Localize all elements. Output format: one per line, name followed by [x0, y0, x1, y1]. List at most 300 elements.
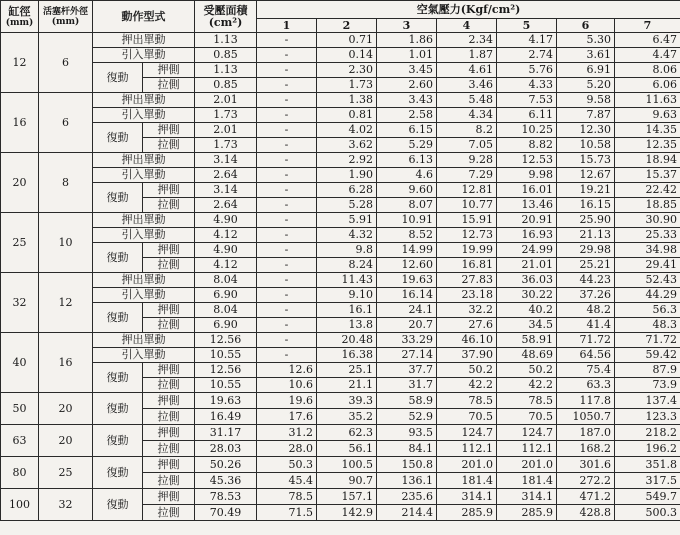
pressure-value-cell: 0.81: [317, 108, 377, 123]
pressure-value-cell: 301.6: [557, 457, 615, 473]
pressure-value-cell: 5.91: [317, 213, 377, 228]
pressure-value-cell: 4.17: [497, 33, 557, 48]
area-cell: 78.53: [195, 489, 257, 505]
pressure-value-cell: 7.87: [557, 108, 615, 123]
table-row: [1, 457, 680, 473]
area-cell: 50.26: [195, 457, 257, 473]
area-label: 受壓面積: [203, 3, 248, 17]
pressure-value-cell: 22.42: [615, 183, 680, 198]
pressure-value-cell: 1.01: [377, 48, 437, 63]
double-acting-cell: 復動: [93, 425, 143, 457]
rod-cell: 6: [39, 33, 93, 93]
action-cell: 押側: [143, 183, 195, 198]
double-acting-cell: 復動: [93, 63, 143, 93]
area-cell: 3.14: [195, 153, 257, 168]
area-cell: 2.01: [195, 123, 257, 138]
rod-cell: 6: [39, 93, 93, 153]
pressure-value-cell: -: [257, 183, 317, 198]
table-row: [1, 273, 680, 288]
bore-cell: 63: [1, 425, 39, 457]
area-cell: 2.01: [195, 93, 257, 108]
pressure-value-cell: 42.2: [437, 378, 497, 393]
pressure-value-cell: 8.52: [377, 228, 437, 243]
action-cell: 拉側: [143, 505, 195, 521]
pressure-value-cell: 18.94: [615, 153, 680, 168]
area-cell: 70.49: [195, 505, 257, 521]
table-row: [1, 183, 680, 198]
pressure-value-cell: 1.73: [317, 78, 377, 93]
pressure-value-cell: 137.4: [615, 393, 680, 409]
double-acting-cell: 復動: [93, 363, 143, 393]
double-acting-cell: 復動: [93, 393, 143, 425]
pressure-value-cell: 9.58: [557, 93, 615, 108]
action-header: 動作型式: [93, 1, 195, 33]
pressure-value-cell: 3.62: [317, 138, 377, 153]
pressure-value-cell: 59.42: [615, 348, 680, 363]
pressure-value-cell: 12.73: [437, 228, 497, 243]
pressure-value-cell: 9.28: [437, 153, 497, 168]
pressure-value-cell: 33.29: [377, 333, 437, 348]
action-cell: 押側: [143, 243, 195, 258]
pressure-value-cell: 56.3: [615, 303, 680, 318]
table-row: [1, 333, 680, 348]
pressure-value-cell: 50.2: [497, 363, 557, 378]
pressure-value-cell: 1050.7: [557, 409, 615, 425]
action-cell: 押出單動: [93, 93, 195, 108]
pressure-value-cell: 73.9: [615, 378, 680, 393]
pressure-col-header: 1: [257, 19, 317, 33]
bore-label: 缸徑: [8, 4, 31, 18]
double-acting-cell: 復動: [93, 243, 143, 273]
bore-unit: (mm): [5, 17, 34, 28]
pressure-value-cell: 8.06: [615, 63, 680, 78]
area-cell: 3.14: [195, 183, 257, 198]
pressure-value-cell: 100.5: [317, 457, 377, 473]
pressure-value-cell: 5.29: [377, 138, 437, 153]
rod-cell: 10: [39, 213, 93, 273]
pressure-value-cell: 62.3: [317, 425, 377, 441]
pressure-value-cell: 20.91: [497, 213, 557, 228]
pressure-value-cell: 124.7: [497, 425, 557, 441]
pressure-value-cell: 71.72: [615, 333, 680, 348]
pressure-value-cell: 235.6: [377, 489, 437, 505]
pressure-value-cell: -: [257, 258, 317, 273]
double-acting-cell: 復動: [93, 303, 143, 333]
pressure-value-cell: 64.56: [557, 348, 615, 363]
pressure-value-cell: 5.30: [557, 33, 615, 48]
pressure-value-cell: 112.1: [437, 441, 497, 457]
pressure-value-cell: 46.10: [437, 333, 497, 348]
action-cell: 押出單動: [93, 153, 195, 168]
pressure-value-cell: 27.6: [437, 318, 497, 333]
pressure-value-cell: 1.90: [317, 168, 377, 183]
rod-cell: 16: [39, 333, 93, 393]
pressure-value-cell: 2.34: [437, 33, 497, 48]
pressure-value-cell: 31.2: [257, 425, 317, 441]
area-cell: 0.85: [195, 48, 257, 63]
pressure-value-cell: 4.02: [317, 123, 377, 138]
action-cell: 引入單動: [93, 108, 195, 123]
area-header: [195, 1, 257, 33]
pressure-value-cell: 2.60: [377, 78, 437, 93]
bore-cell: 32: [1, 273, 39, 333]
table-row: [1, 288, 680, 303]
pressure-col-header: 6: [557, 19, 615, 33]
action-cell: 拉側: [143, 78, 195, 93]
pressure-value-cell: 84.1: [377, 441, 437, 457]
pressure-value-cell: 19.21: [557, 183, 615, 198]
rod-cell: 8: [39, 153, 93, 213]
pressure-value-cell: 16.1: [317, 303, 377, 318]
pressure-value-cell: 78.5: [497, 393, 557, 409]
pressure-value-cell: 44.23: [557, 273, 615, 288]
pressure-value-cell: 218.2: [615, 425, 680, 441]
pressure-value-cell: 13.46: [497, 198, 557, 213]
pressure-value-cell: -: [257, 108, 317, 123]
action-cell: 押出單動: [93, 333, 195, 348]
area-cell: 28.03: [195, 441, 257, 457]
pressure-value-cell: 12.35: [615, 138, 680, 153]
action-cell: 拉側: [143, 318, 195, 333]
action-cell: 押側: [143, 489, 195, 505]
action-cell: 引入單動: [93, 168, 195, 183]
area-cell: 6.90: [195, 288, 257, 303]
pressure-value-cell: 181.4: [497, 473, 557, 489]
pressure-value-cell: 4.47: [615, 48, 680, 63]
pressure-value-cell: -: [257, 48, 317, 63]
pressure-value-cell: 12.53: [497, 153, 557, 168]
pressure-value-cell: 3.61: [557, 48, 615, 63]
bore-cell: 100: [1, 489, 39, 521]
pressure-value-cell: 351.8: [615, 457, 680, 473]
pressure-value-cell: 70.5: [497, 409, 557, 425]
pressure-value-cell: 4.32: [317, 228, 377, 243]
action-cell: 押側: [143, 123, 195, 138]
pressure-col-header: 2: [317, 19, 377, 33]
pressure-value-cell: 16.38: [317, 348, 377, 363]
pressure-value-cell: 117.8: [557, 393, 615, 409]
pressure-value-cell: 48.69: [497, 348, 557, 363]
table-row: [1, 348, 680, 363]
area-cell: 12.56: [195, 333, 257, 348]
action-cell: 押出單動: [93, 33, 195, 48]
action-cell: 拉側: [143, 473, 195, 489]
pressure-value-cell: 168.2: [557, 441, 615, 457]
area-cell: 12.56: [195, 363, 257, 378]
pressure-value-cell: 4.33: [497, 78, 557, 93]
pressure-value-cell: 0.14: [317, 48, 377, 63]
action-cell: 押側: [143, 363, 195, 378]
pressure-value-cell: 50.2: [437, 363, 497, 378]
action-cell: 引入單動: [93, 228, 195, 243]
pressure-value-cell: 10.25: [497, 123, 557, 138]
rod-unit: (mm): [51, 16, 80, 27]
pressure-col-header: 3: [377, 19, 437, 33]
pressure-value-cell: 24.99: [497, 243, 557, 258]
pressure-value-cell: 16.14: [377, 288, 437, 303]
pressure-value-cell: 52.43: [615, 273, 680, 288]
pressure-value-cell: 23.18: [437, 288, 497, 303]
pressure-value-cell: 40.2: [497, 303, 557, 318]
pressure-value-cell: 56.1: [317, 441, 377, 457]
pressure-value-cell: 142.9: [317, 505, 377, 521]
pressure-value-cell: 63.3: [557, 378, 615, 393]
pressure-value-cell: 39.3: [317, 393, 377, 409]
bore-cell: 40: [1, 333, 39, 393]
area-cell: 0.85: [195, 78, 257, 93]
pressure-value-cell: 1.38: [317, 93, 377, 108]
rod-label: 活塞杆外徑: [42, 6, 88, 17]
pressure-value-cell: 11.63: [615, 93, 680, 108]
action-cell: 引入單動: [93, 348, 195, 363]
pressure-value-cell: 71.5: [257, 505, 317, 521]
pressure-value-cell: -: [257, 348, 317, 363]
table-row: [1, 33, 680, 48]
rod-cell: 12: [39, 273, 93, 333]
pressure-value-cell: -: [257, 198, 317, 213]
double-acting-cell: 復動: [93, 489, 143, 521]
pressure-value-cell: 1.87: [437, 48, 497, 63]
pressure-value-cell: 11.43: [317, 273, 377, 288]
pressure-value-cell: 5.20: [557, 78, 615, 93]
pressure-value-cell: 15.73: [557, 153, 615, 168]
pressure-value-cell: 35.2: [317, 409, 377, 425]
pressure-value-cell: 8.2: [437, 123, 497, 138]
pressure-value-cell: 4.6: [377, 168, 437, 183]
area-cell: 1.13: [195, 33, 257, 48]
pressure-value-cell: 6.13: [377, 153, 437, 168]
pressure-value-cell: 124.7: [437, 425, 497, 441]
pressure-value-cell: 19.6: [257, 393, 317, 409]
pressure-value-cell: 50.3: [257, 457, 317, 473]
table-row: [1, 153, 680, 168]
pressure-value-cell: 25.33: [615, 228, 680, 243]
pressure-value-cell: 42.2: [497, 378, 557, 393]
pressure-value-cell: 78.5: [437, 393, 497, 409]
pressure-value-cell: 12.30: [557, 123, 615, 138]
pressure-value-cell: 16.93: [497, 228, 557, 243]
pressure-value-cell: 314.1: [497, 489, 557, 505]
pressure-value-cell: 2.92: [317, 153, 377, 168]
pressure-value-cell: 30.90: [615, 213, 680, 228]
pressure-value-cell: 75.4: [557, 363, 615, 378]
pressure-value-cell: 41.4: [557, 318, 615, 333]
area-cell: 16.49: [195, 409, 257, 425]
table-row: [1, 48, 680, 63]
area-cell: 31.17: [195, 425, 257, 441]
table-row: [1, 425, 680, 441]
pressure-value-cell: 471.2: [557, 489, 615, 505]
pressure-value-cell: 10.77: [437, 198, 497, 213]
pressure-value-cell: 150.8: [377, 457, 437, 473]
pressure-value-cell: 112.1: [497, 441, 557, 457]
pressure-value-cell: 28.0: [257, 441, 317, 457]
pressure-value-cell: 5.48: [437, 93, 497, 108]
pressure-header: 空氣壓力(Kgf/cm²): [257, 1, 680, 19]
pressure-value-cell: 500.3: [615, 505, 680, 521]
area-cell: 10.55: [195, 378, 257, 393]
pressure-value-cell: 21.01: [497, 258, 557, 273]
pressure-value-cell: 21.1: [317, 378, 377, 393]
pressure-value-cell: 8.24: [317, 258, 377, 273]
pressure-value-cell: 70.5: [437, 409, 497, 425]
action-cell: 引入單動: [93, 288, 195, 303]
pressure-value-cell: 201.0: [497, 457, 557, 473]
pressure-value-cell: 32.2: [437, 303, 497, 318]
pressure-value-cell: 123.3: [615, 409, 680, 425]
double-acting-cell: 復動: [93, 457, 143, 489]
pressure-value-cell: 58.91: [497, 333, 557, 348]
pressure-value-cell: 7.53: [497, 93, 557, 108]
pressure-value-cell: 44.29: [615, 288, 680, 303]
rod-cell: 25: [39, 457, 93, 489]
pressure-value-cell: 29.98: [557, 243, 615, 258]
pressure-value-cell: 10.6: [257, 378, 317, 393]
pressure-value-cell: 136.1: [377, 473, 437, 489]
pressure-value-cell: 20.48: [317, 333, 377, 348]
pressure-value-cell: 12.67: [557, 168, 615, 183]
pressure-value-cell: 201.0: [437, 457, 497, 473]
table-row: [1, 213, 680, 228]
pressure-value-cell: 9.63: [615, 108, 680, 123]
double-acting-cell: 復動: [93, 123, 143, 153]
pressure-value-cell: 549.7: [615, 489, 680, 505]
pressure-value-cell: 52.9: [377, 409, 437, 425]
table-body: [1, 33, 680, 521]
table-row: [1, 108, 680, 123]
pressure-value-cell: 21.13: [557, 228, 615, 243]
pressure-value-cell: 15.91: [437, 213, 497, 228]
action-cell: 押側: [143, 457, 195, 473]
pressure-value-cell: 37.26: [557, 288, 615, 303]
action-cell: 押出單動: [93, 213, 195, 228]
area-cell: 4.12: [195, 258, 257, 273]
bore-cell: 80: [1, 457, 39, 489]
rod-cell: 32: [39, 489, 93, 521]
action-cell: 拉側: [143, 409, 195, 425]
table-row: [1, 228, 680, 243]
pressure-value-cell: 7.29: [437, 168, 497, 183]
rod-cell: 20: [39, 425, 93, 457]
pressure-value-cell: 45.4: [257, 473, 317, 489]
pressure-value-cell: 10.58: [557, 138, 615, 153]
pressure-value-cell: 48.3: [615, 318, 680, 333]
pressure-value-cell: -: [257, 138, 317, 153]
pressure-value-cell: 196.2: [615, 441, 680, 457]
pressure-value-cell: 285.9: [497, 505, 557, 521]
pressure-col-header: 7: [615, 19, 680, 33]
pressure-value-cell: 187.0: [557, 425, 615, 441]
rod-header: [39, 1, 93, 33]
pressure-value-cell: 10.91: [377, 213, 437, 228]
table-row: [1, 303, 680, 318]
area-cell: 8.04: [195, 303, 257, 318]
pressure-value-cell: 12.81: [437, 183, 497, 198]
pressure-value-cell: 2.58: [377, 108, 437, 123]
bore-cell: 16: [1, 93, 39, 153]
pressure-value-cell: 18.85: [615, 198, 680, 213]
pressure-value-cell: 9.8: [317, 243, 377, 258]
pressure-value-cell: 6.91: [557, 63, 615, 78]
pressure-value-cell: -: [257, 318, 317, 333]
pressure-value-cell: -: [257, 213, 317, 228]
pressure-value-cell: 317.5: [615, 473, 680, 489]
pressure-value-cell: 78.5: [257, 489, 317, 505]
pressure-value-cell: 16.15: [557, 198, 615, 213]
pressure-value-cell: 3.45: [377, 63, 437, 78]
pressure-value-cell: -: [257, 333, 317, 348]
area-cell: 2.64: [195, 198, 257, 213]
pressure-value-cell: 34.5: [497, 318, 557, 333]
pressure-value-cell: 58.9: [377, 393, 437, 409]
pressure-value-cell: 71.72: [557, 333, 615, 348]
pressure-value-cell: 12.6: [257, 363, 317, 378]
pressure-value-cell: -: [257, 153, 317, 168]
pressure-value-cell: -: [257, 303, 317, 318]
pressure-value-cell: 8.07: [377, 198, 437, 213]
double-acting-cell: 復動: [93, 183, 143, 213]
area-cell: 1.73: [195, 108, 257, 123]
table-row: [1, 243, 680, 258]
area-cell: 4.90: [195, 213, 257, 228]
pressure-value-cell: 27.83: [437, 273, 497, 288]
bore-header: [1, 1, 39, 33]
area-cell: 2.64: [195, 168, 257, 183]
pressure-value-cell: 272.2: [557, 473, 615, 489]
action-cell: 拉側: [143, 198, 195, 213]
pressure-value-cell: 14.99: [377, 243, 437, 258]
table-row: [1, 393, 680, 409]
pressure-value-cell: -: [257, 93, 317, 108]
pressure-value-cell: -: [257, 168, 317, 183]
pressure-value-cell: 31.7: [377, 378, 437, 393]
pressure-value-cell: -: [257, 63, 317, 78]
pressure-value-cell: 14.35: [615, 123, 680, 138]
bore-cell: 20: [1, 153, 39, 213]
pressure-value-cell: 25.21: [557, 258, 615, 273]
bore-cell: 50: [1, 393, 39, 425]
pressure-value-cell: 37.7: [377, 363, 437, 378]
pressure-value-cell: 20.7: [377, 318, 437, 333]
pressure-col-header: 5: [497, 19, 557, 33]
pressure-value-cell: 285.9: [437, 505, 497, 521]
action-cell: 拉側: [143, 378, 195, 393]
pressure-value-cell: 25.90: [557, 213, 615, 228]
pressure-value-cell: 428.8: [557, 505, 615, 521]
pressure-value-cell: 37.90: [437, 348, 497, 363]
pressure-value-cell: -: [257, 288, 317, 303]
action-cell: 押側: [143, 303, 195, 318]
pressure-value-cell: 15.37: [615, 168, 680, 183]
area-cell: 6.90: [195, 318, 257, 333]
pressure-value-cell: 9.98: [497, 168, 557, 183]
area-cell: 1.73: [195, 138, 257, 153]
pressure-value-cell: 1.86: [377, 33, 437, 48]
pressure-value-cell: 3.43: [377, 93, 437, 108]
pressure-value-cell: 19.63: [377, 273, 437, 288]
area-cell: 4.12: [195, 228, 257, 243]
pressure-value-cell: 5.28: [317, 198, 377, 213]
pressure-value-cell: 36.03: [497, 273, 557, 288]
pressure-value-cell: 181.4: [437, 473, 497, 489]
pressure-value-cell: -: [257, 123, 317, 138]
pressure-value-cell: 25.1: [317, 363, 377, 378]
pressure-value-cell: 4.34: [437, 108, 497, 123]
pressure-value-cell: 6.15: [377, 123, 437, 138]
bore-cell: 12: [1, 33, 39, 93]
action-cell: 引入單動: [93, 48, 195, 63]
pressure-value-cell: 6.06: [615, 78, 680, 93]
